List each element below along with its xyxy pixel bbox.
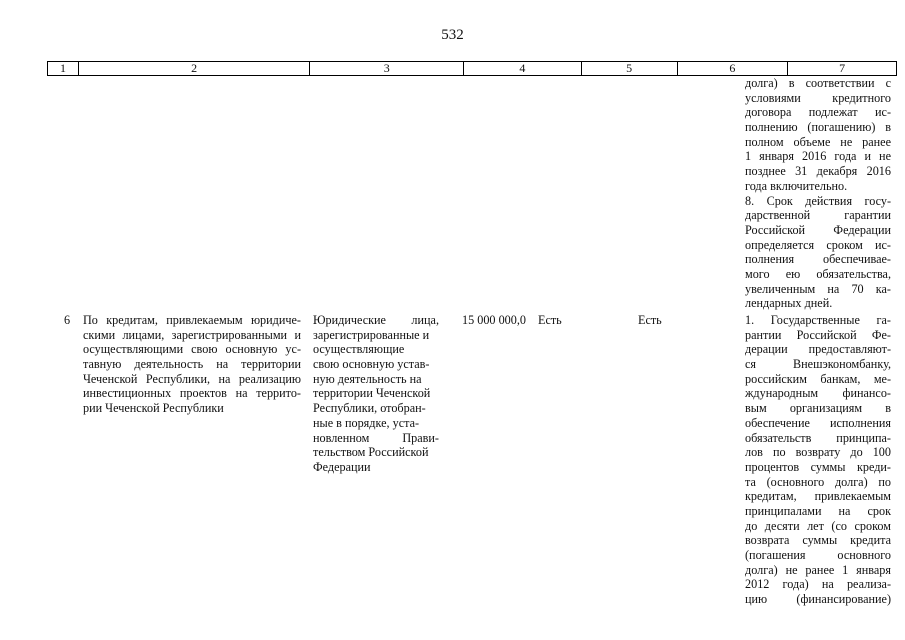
text-line: Юридические лица,: [313, 313, 439, 327]
text-line: обязательств принципа-: [745, 430, 891, 445]
row-principal: [313, 313, 439, 475]
row-amount: 15 000 000,0: [462, 313, 526, 327]
text-line: тельством Российской: [313, 445, 429, 460]
text-line: полнения обеспечивае-: [745, 252, 891, 267]
text-line: Российской Федерации: [745, 222, 891, 237]
text-line: долга) в соответствии с: [745, 76, 891, 90]
row-col5-value: Есть: [538, 313, 562, 327]
header-col-2: 2: [79, 62, 310, 75]
text-line: новленном Прави-: [313, 430, 439, 445]
text-line: ждународным финансо-: [745, 386, 891, 401]
header-col-5: 5: [582, 62, 678, 75]
text-line: процентов суммы креди-: [745, 459, 891, 474]
header-col-6: 6: [678, 62, 789, 75]
text-line: до десяти лет (со сроком: [745, 518, 891, 533]
row-number: 6: [64, 313, 71, 327]
text-line: вым организациям в: [745, 401, 891, 416]
text-line: мого ею обязательства,: [745, 266, 891, 281]
text-line: договора подлежат ис-: [745, 105, 891, 120]
text-line: зарегистрированные и: [313, 327, 430, 342]
text-line: рантии Российской Фе-: [745, 327, 891, 342]
text-line: Республики, отобран-: [313, 401, 426, 416]
header-col-4: 4: [464, 62, 582, 75]
text-line: российским банкам, ме-: [745, 371, 891, 386]
text-line: осуществляющие: [313, 342, 405, 357]
text-line: лендарных дней.: [745, 296, 833, 311]
text-line: та (основного долга) по: [745, 474, 891, 489]
text-line: территории Чеченской: [313, 386, 431, 401]
continuation-conditions: [745, 76, 891, 311]
text-line: рии Чеченской Республики: [83, 401, 224, 416]
text-line: определяется сроком ис-: [745, 237, 891, 252]
text-line: полнению (погашению) в: [745, 120, 891, 135]
text-line: осуществляющими свою основную ус-: [83, 342, 301, 357]
text-line: 1 января 2016 года и не: [745, 149, 891, 164]
text-line: По кредитам, привлекаемым юридиче-: [83, 313, 301, 327]
text-line: 8. Срок действия госу-: [745, 193, 891, 208]
text-line: 1. Государственные га-: [745, 313, 891, 327]
text-line: Чеченской Республики, на реализацию: [83, 371, 301, 386]
text-line: (погашения основного: [745, 548, 891, 562]
header-col-3: 3: [310, 62, 464, 75]
text-line: долга) не ранее 1 января: [745, 562, 891, 577]
text-line: Федерации: [313, 459, 371, 474]
text-line: лов по возврату до 100: [745, 445, 891, 460]
text-line: 2012 года) на реализа-: [745, 577, 891, 592]
text-line: дерации предоставляют-: [745, 342, 891, 357]
text-line: дарственной гарантии: [745, 208, 891, 223]
text-line: позднее 31 декабря 2016: [745, 164, 891, 179]
page-number: 532: [441, 27, 464, 43]
row-col6-value: Есть: [638, 313, 662, 327]
row-conditions: [745, 313, 891, 607]
text-line: свою основную устав-: [313, 357, 430, 372]
text-line: увеличенным на 70 ка-: [745, 281, 891, 296]
text-line: полном объеме не ранее: [745, 134, 891, 149]
table-header-row: [47, 61, 897, 76]
text-line: кредитам, привлекаемым: [745, 489, 891, 504]
text-line: ся Внешэкономбанку,: [745, 357, 891, 372]
text-line: скими лицами, зарегистрированными и: [83, 327, 301, 342]
text-line: цию (финансирование): [745, 592, 891, 607]
row-purpose: [83, 313, 301, 416]
text-line: ную деятельность на: [313, 371, 422, 386]
text-line: принципалами на срок: [745, 503, 891, 518]
text-line: возврата суммы кредита: [745, 533, 891, 548]
header-col-7: 7: [839, 61, 846, 75]
header-col-1: 1: [48, 62, 79, 75]
text-line: обеспечение исполнения: [745, 415, 891, 430]
text-line: условиями кредитного: [745, 90, 891, 105]
text-line: года включительно.: [745, 178, 848, 193]
text-line: ные в порядке, уста-: [313, 415, 420, 430]
text-line: инвестиционных проектов на террито-: [83, 386, 301, 401]
text-line: тавную деятельность на территории: [83, 357, 301, 372]
